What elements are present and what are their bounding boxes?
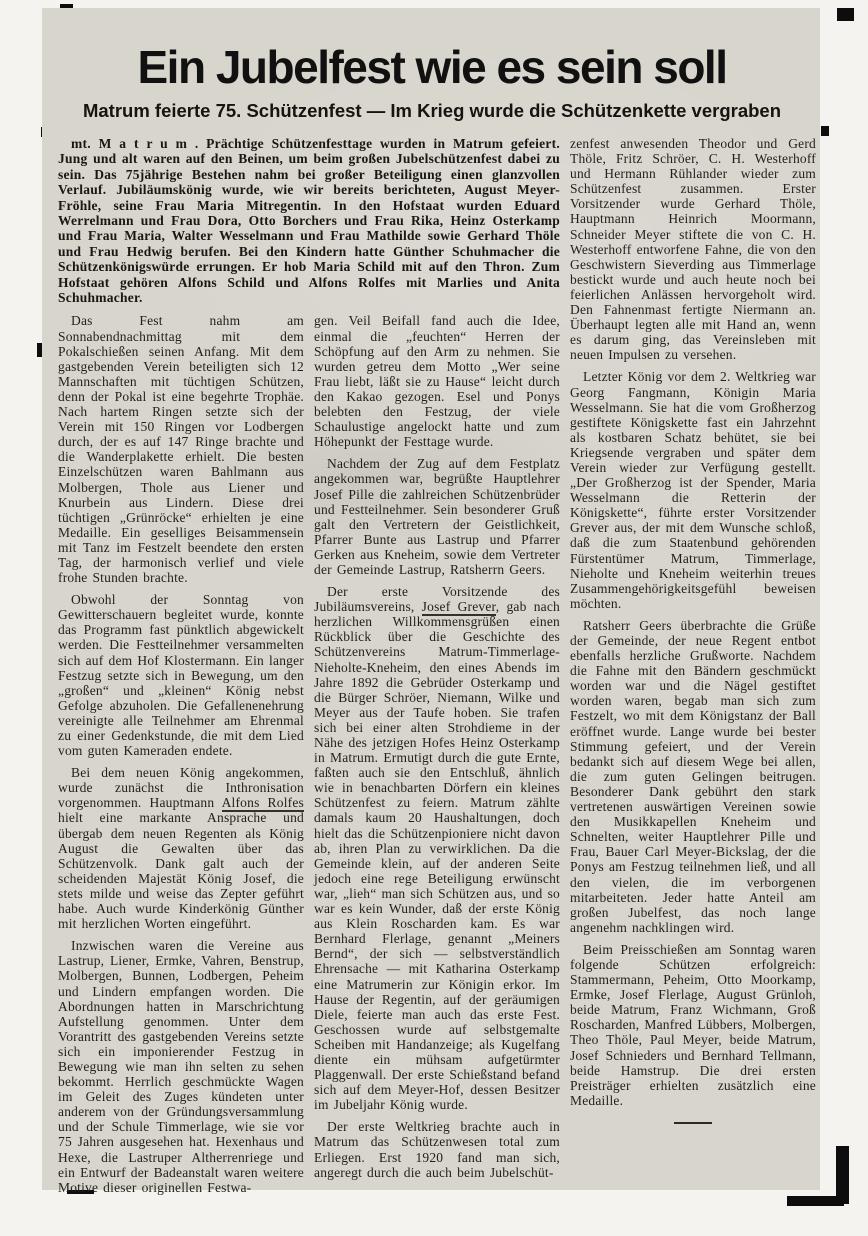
left-column-block bbox=[58, 136, 560, 1202]
article-paragraph: gen. Veil Beifall fand auch die Idee, einmal die „feuchten“ Herren der Schöpfung auf den Arm zu nehmen. Sie wurden getreu dem Motto „Wer seine Frau liebt, läßt sie zu Hause“ leicht durch den Kakao gezogen. Esel und Ponys belebten den Festzug, der viele Schaulustige angelockt hatte und zum Höhepunkt der Festtage wurde. bbox=[314, 313, 560, 450]
article-paragraph: Der erste Vorsitzende des Jubiläumsvereins, Josef Grever, gab nach herzlichen Willkommensgrüßen einen Rückblick über die Geschichte des Schützenvereins Matrum-Timmerlage-Nieholte-Kneheim, den eines Abends im Jahre 1892 die Gebrüder Osterkamp und die Bürger Schröer, Niemann, Wilke und Meyer aus der Taufe hoben. Sie trafen sich bei einer alten Strohdieme in der Nähe des jetzigen Hofes Heinz Osterkamp in Matrum. Ermutigt durch die gute Ernte, faßten auch sie den Entschluß, ähnlich wie in benachbarten Dörfern ein kleines Schützenfest zu feiern. Matrum zählte damals kaum 20 Haushaltungen, doch hielt das die Schützenpioniere nicht davon ab, ihren Plan zu verwirklichen. Da die Gemeinde klein, auf der anderen Seite jedoch eine rege Beteiligung erwünscht war, „lieh“ man sich Schützen aus, und so war es kein Wunder, daß der erste König aus Klein Roscharden kam. Es war Bernhard Flerlage, genannt „Meiners Bernd“, der sich — selbstverständlich Ehrensache — mit Katharina Osterkamp eine Matrumerin zur Königin erkor. Im Hause der Regentin, auf der geräumigen Diele, feierte man auch das erste Fest. Geschossen wurde auf selbstgemalte Scheiben mit Handanzeige; als Kugelfang diente ein mühsam aufgetürmter Plaggenwall. Der erste Schießstand befand sich auf dem Meyer-Hof, dessen Besitzer im Jubeljahr König wurde. bbox=[314, 584, 560, 1113]
column-3 bbox=[570, 136, 816, 1202]
article-paragraph: Das Fest nahm am Sonnabendnachmittag mit dem Pokalschießen seinen Anfang. Mit dem gastgebenden Verein beteiligten sich 12 Mannschaften mit tüchtigen Schützen, denn der Pokal ist eine begehrte Trophäe. Nach hartem Ringen setzte sich der Verein mit 150 Ringen vor Lodbergen durch, der es auf 147 Ringe brachte und die Wanderplakette erhielt. Die besten Einzelschützen waren Bahlmann aus Molbergen, Thole aus Liener und Knurbein aus Lindern. Diese drei tüchtigen „Grünröcke“ erhielten je eine Medaille. Ein geselliges Beisammensein mit Tanz im Festzelt beendete den ersten Tag, der harmonisch verlief und viele frohe Stunden brachte. bbox=[58, 313, 304, 586]
column-2 bbox=[314, 313, 560, 1201]
article-body bbox=[58, 136, 816, 1202]
column-1 bbox=[58, 313, 304, 1201]
scan-mark bbox=[837, 8, 854, 21]
scan-mark bbox=[821, 126, 829, 136]
article-paragraph: zenfest anwesenden Theodor und Gerd Thöle, Fritz Schröer, C. H. Westerhoff und Hermann Rühlander wieder zum Schützenfest zusammen. Erster Vorsitzender wurde Gerhard Thöle, Hauptmann Heinrich Moormann, Schneider Meyer stiftete die von C. H. Westerhoff entworfene Fahne, die von den Geschwistern Sieverding aus Timmerlage bestickt wurde und auch heute noch bei feierlichen Anlässen hervorgeholt wird. Den Fahnenmast fertigte Niermann an. Überhaupt legten alle mit Hand an, wenn es darum ging, das Vereinsleben mit neuen Impulsen zu versehen. bbox=[570, 136, 816, 363]
article-paragraph: Ratsherr Geers überbrachte die Grüße der Gemeinde, der neue Regent entbot ebenfalls herzliche Grußworte. Nachdem die Fahne mit den Bändern geschmückt worden war und die Nägel gestiftet worden waren, begab man sich zum Festzelt, wo mit dem Königstanz der Ball eröffnet wurde. Lange wurde bei bester Stimmung gefeiert, und der Verein bedankt sich auf diesem Wege bei allen, die zum guten Gelingen beitrugen. Besonderer Dank gebührt den stark vertretenen auswärtigen Vereinen sowie den Musikkapellen Kneheim und Schnelten, weiter Hauptlehrer Pille und Frau, Bauer Carl Meyer-Bickslag, der die Ponys am Festzug teilnehmen ließ, und all den vielen, die im verborgenen mitarbeiteten. Jeder hatte Anteil am großen Jubelfest, das noch lange angenehm nachklingen wird. bbox=[570, 617, 816, 935]
end-separator bbox=[674, 1122, 712, 1124]
subheadline: Matrum feierte 75. Schützenfest — Im Krieg wurde die Schützenkette vergraben bbox=[82, 100, 782, 121]
article-paragraph: Inzwischen waren die Vereine aus Lastrup, Liener, Ermke, Vahren, Benstrup, Molbergen, Bunnen, Lodbergen, Peheim und Lindern empfangen worden. Die Abordnungen hatten in Marschrichtung Aufstellung genommen. Unter dem Vorantritt des gastgebenden Vereins setzte sich ein imponierender Festzug in Bewegung wie man ihn selten zu sehen bekommt. Herrlich geschmückte Wagen im Geleit des Zuges kündeten unter anderem von der Gründungsversammlung und der Schule Timmerlage, wie sie vor 75 Jahren ausgesehen hat. Hexenhaus und Hexe, die Lastruper Altherrenriege und ein Entwurf der Badeanstalt waren weitere Motive dieser originellen Festwa- bbox=[58, 938, 304, 1195]
two-column-area bbox=[58, 313, 560, 1201]
newspaper-clipping bbox=[42, 8, 820, 1195]
article-paragraph: Nachdem der Zug auf dem Festplatz angekommen war, begrüßte Hauptlehrer Josef Pille die zahlreichen Schützenbrüder und Festteilnehmer. Sein besonderer Gruß galt den Vertretern der Geistlichkeit, Pfarrer Bunte aus Lastrup und Pfarrer Gerken aus Kneheim, sowie dem Vertreter der Gemeinde Lastrup, Ratsherrn Geers. bbox=[314, 456, 560, 577]
article-paragraph: Der erste Weltkrieg brachte auch in Matrum das Schützenwesen total zum Erliegen. Erst 1920 fand man sich, angeregt durch die auch beim Jubelschüt- bbox=[314, 1119, 560, 1180]
article-paragraph: Beim Preisschießen am Sonntag waren folgende Schützen erfolgreich: Stammermann, Peheim, Otto Moorkamp, Ermke, Josef Flerlage, August Grünloh, beide Matrum, Franz Wichmann, Groß Roscharden, Manfred Lübbers, Molbergen, Theo Thöle, Paul Meyer, beide Matrum, Josef Schnieders und Bernhard Tellmann, beide Hamstrup. Die drei ersten Preisträger erhielten zusätzlich eine Medaille. bbox=[570, 941, 816, 1108]
headline: Ein Jubelfest wie es sein soll bbox=[137, 41, 727, 93]
article-paragraph: Obwohl der Sonntag von Gewitterschauern begleitet wurde, konnte das Programm fast pünktlich abgewickelt werden. Die Festteilnehmer versammelten sich auf dem Hof Klostermann. Ein langer Festzug setzte sich in Bewegung, um den „großen“ und „kleinen“ König nebst Gefolge abzuholen. Die Gefallenenehrung vereinigte alle Teilnehmer am Ehrenmal zu einer Gedenkstunde, die mit dem Lied vom guten Kameraden endete. bbox=[58, 592, 304, 759]
lead-paragraph: mt. M a t r u m . Prächtige Schützenfesttage wurden in Matrum gefeiert. Jung und alt waren auf den Beinen, um beim großen Jubelschützenfest dabei zu sein. Das 75jährige Bestehen nahm bei großer Beteiligung einen glanzvollen Verlauf. Jubiläumskönig wurde, wie wir bereits berichteten, August Meyer-Fröhle, seine Frau Maria Mitregentin. In den Hofstaat wurden Eduard Werrelmann und Frau Dora, Otto Borchers und Frau Rika, Heinz Osterkamp und Frau Maria, Walter Wesselmann und Frau Mathilde sowie Gerhard Thöle und Frau Hedwig berufen. Bei den Kindern hatte Günther Schuhmacher die Schützenkönigswürde errungen. Er hob Maria Schild mit auf den Thron. Zum Hofstaat gehören Alfons Schild und Alfons Rolfes mit Marlies und Anita Schuhmacher. bbox=[58, 136, 560, 306]
article-paragraph: Letzter König vor dem 2. Weltkrieg war Georg Fangmann, Königin Maria Wesselmann. Sie hat die vom Großherzog gestiftete Königskette fast ein Jahrzehnt als kostbaren Schatz behütet, sie bei Kriegsende vergraben und später dem Verein wieder zur Verfügung gestellt. „Der Großherzog ist der Spender, Maria Wesselmann die Retterin der Königskette“, führte erster Vorsitzender Grever aus, der mit dem Wunsche schloß, daß die zum Staatenbund gehörenden Fürstentümer Matrum, Timmerlage, Nieholte und Kneheim weiterhin treues Zusammengehörigkeitsgefühl beweisen möchten. bbox=[570, 369, 816, 611]
article-paragraph: Bei dem neuen König angekommen, wurde zunächst die Inthronisation vorgenommen. Hauptmann Alfons Rolfes hielt eine markante Ansprache und übergab dem neuen Regenten als König August die Gewalten über das Schützenvolk. Dank galt auch der scheidenden Majestät König Josef, die stets milde und weise das Zepter geführt habe. Auch wurde Kinderkönig Günther mit herzlichen Worten eingeführt. bbox=[58, 765, 304, 932]
